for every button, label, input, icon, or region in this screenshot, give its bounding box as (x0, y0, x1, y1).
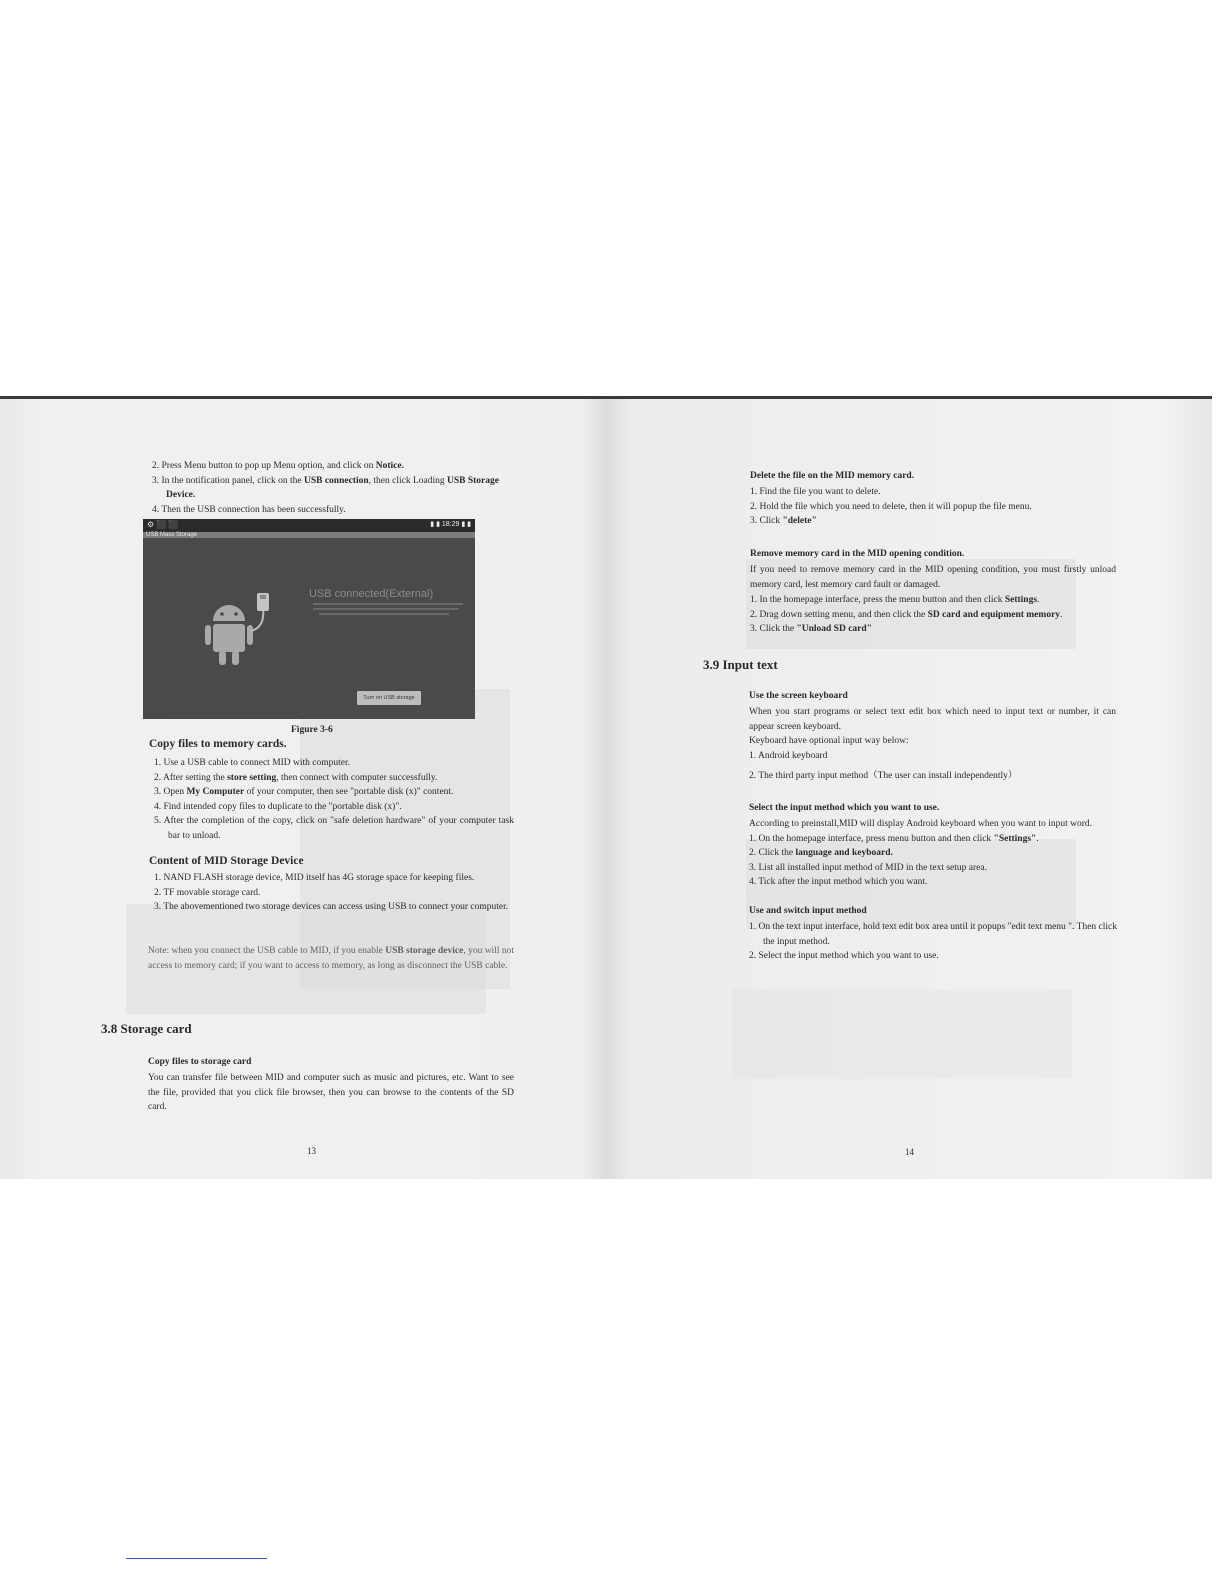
switch-heading: Use and switch input method (749, 906, 867, 916)
blue-rule (126, 1558, 267, 1559)
status-clock: ▮ ▮ 18:29 ▮ ▮ (430, 521, 471, 528)
copy-heading: Copy files to memory cards. (149, 738, 287, 750)
copy-steps: 1. Use a USB cable to connect MID with computer. 2. After setting the store setting, then connect with computer successfully. 3. Open My Computer of your computer, then see "portable disk (x)" content. 4. Find intended copy files to duplicate to the "portable disk (x)". 5. After the completion of the copy, click on "safe deletion hardware" of your computer task bar to unload. (154, 758, 514, 841)
usb-title: USB connected(External) (309, 588, 434, 600)
content-steps: 1. NAND FLASH storage device, MID itself has 4G storage space for keeping files. 2. TF movable storage card. 3. The abovementioned two storage devices can access using USB to connect your computer. (154, 873, 509, 913)
usb-note: Note: when you connect the USB cable to MID, if you enable USB storage device, you will not access to memory card; if you want to access to memory, as long as disconnect the USB cable. (148, 946, 514, 971)
select-steps: According to preinstall,MID will display Android keyboard when you want to input word. 1. On the homepage interface, press menu button and then click "Settings". 2. Click the language and keyboard. 3. List all installed input method of MID in the text setup area. 4. Tick after the input method which you want. (749, 819, 1093, 888)
usb-screenshot (143, 519, 475, 719)
turn-on-usb-storage-button[interactable]: Turn on USB storage (357, 691, 421, 705)
remove-heading: Remove memory card in the MID opening condition. (750, 549, 965, 559)
keyboard-options: Keyboard have optional input way below: 1. Android keyboard 2. The third party input method（The user can install independently） (749, 736, 1018, 782)
content-heading: Content of MID Storage Device (149, 855, 304, 867)
android-status-icons: ⚙ ⬛ ⬛ (147, 520, 179, 529)
delete-steps: 1. Find the file you want to delete. 2. Hold the file which you need to delete, then it will popup the file menu. 3. Click "delete" (750, 487, 1032, 527)
remove-steps: 1. In the homepage interface, press the menu button and then click Settings. 2. Drag down setting menu, and then click the SD card and equipment memory. 3. Click the "Unload SD card" (750, 595, 1063, 635)
section-3-9-heading: 3.9 Input text (703, 657, 778, 672)
page-number-right: 14 (905, 1147, 914, 1157)
select-heading: Select the input method which you want to use. (749, 803, 940, 813)
remove-text: If you need to remove memory card in the MID opening condition, you must firstly unload memory card, lest memory card fault or damaged. (750, 565, 1116, 590)
switch-steps: 1. On the text input interface, hold text edit box area until it popups "edit text menu ". Then click the input method. 2. Select the input method which you want to use. (749, 922, 1117, 962)
page-number-left: 13 (307, 1146, 316, 1156)
delete-heading: Delete the file on the MID memory card. (750, 471, 915, 481)
storage-sub-heading: Copy files to storage card (148, 1057, 252, 1067)
figure-caption: Figure 3-6 (291, 725, 333, 735)
android-usb-icon (201, 591, 281, 681)
steps-top: 2. Press Menu button to pop up Menu option, and click on Notice. 3. In the notification panel, click on the USB connection, then click Loading USB Storage Device. 4. Then the USB connection has been successfully. (152, 461, 499, 515)
keyboard-text: When you start programs or select text edit box which need to input text or number, it can appear screen keyboard. (749, 707, 1116, 732)
storage-text: You can transfer file between MID and computer such as music and pictures, etc. Want to see the file, provided that you click file browser, then you can browse to the contents of the SD card. (148, 1073, 514, 1113)
section-3-8-heading: 3.8 Storage card (101, 1021, 192, 1036)
status-bar (143, 519, 475, 532)
notification-label: USB Mass Storage (143, 532, 475, 538)
keyboard-heading: Use the screen keyboard (749, 691, 848, 701)
left-page (0, 399, 606, 1179)
book-spread (0, 396, 1212, 1179)
right-page (606, 399, 1212, 1179)
